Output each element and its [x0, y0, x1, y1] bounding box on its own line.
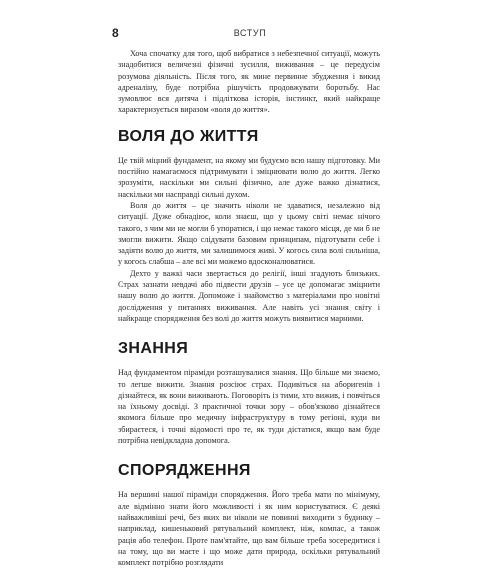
page-body	[118, 48, 380, 568]
section-heading-gear: СПОРЯДЖЕННЯ	[118, 462, 251, 480]
section-heading-will-to-live: ВОЛЯ ДО ЖИТТЯ	[118, 127, 259, 145]
page-header	[112, 26, 388, 40]
will-paragraph-3: Дехто у важкі часи звертається до релігії, інші згадують близьких. Страх зазнати невдачі або підвести друзів – усе це допомагає зміцнити нашу волю до життя. Допоможе і знайомство з матеріалами про новітні дослідження у питаннях виживання. Але навіть усі знання світу і найкраще спорядження без волі до життя можуть виявитися марними.	[118, 268, 380, 323]
gear-paragraph-1: На вершині нашої піраміди спорядження. Його треба мати по мінімуму, але відмінно знати його можливості і як ним користуватися. Є деякі найважливіші речі, без яких ви ніколи не повинні виходити з будинку – наприклад, кишеньковий рятувальний комплект, ніж, компас, а також рація або телефон. Проте пам'ятайте, що вам більше треба зосередитися і на тому, що ви маєте і що може дати природа, оскільки рятувальний комплект потрібно розглядати	[118, 490, 380, 568]
will-paragraph-2: Воля до життя – це значить ніколи не здаватися, незалежно від ситуації. Дуже обнадіює, коли знаєш, що у цьому світі немає нічого такого, з чим ми не могли б упоратися, і що немає такого місця, де ми б не змогли вижити. Якщо слідувати базовим принципам, підготувати себе і задіяти волю до життя, ми залишимося живі. У когось сила волі сильніша, у когось слабша – але всі ми можемо вдосконалюватися.	[118, 200, 380, 267]
page-number: 8	[112, 26, 119, 40]
section-heading-knowledge: ЗНАННЯ	[118, 340, 189, 358]
knowledge-paragraph-1: Над фундаментом піраміди розташувалися знання. Що більше ми знаємо, то легше вижити. Знання розсіює страх. Подивіться на аборигенів і дізнайтеся, як вони виживають. Поговоріть із тими, хто вижив, і повчіться на їхньому досвіді. З практичної точки зору – обов'язково дізнайтеся якомога більше про медичну інфраструктуру в тому регіоні, куди ви збираєтеся, і точні відомості про те, як туди дістатися, якщо вам буде потрібна невідкладна допомога.	[118, 368, 380, 446]
running-head: ВСТУП	[233, 28, 267, 38]
will-paragraph-1: Це твій міцний фундамент, на якому ми будуємо всю нашу підготовку. Ми постійно намагаємося підтримувати і зміцнювати волю до життя. Легко зрозуміти, наскільки ми сильні фізично, але дуже важко дізнатися, наскільки ми насправді сильні духом.	[118, 155, 380, 199]
intro-paragraph: Хоча спочатку для того, щоб вибратися з небезпечної ситуації, можуть знадобитися величезні фізичні зусилля, виживання – це передусім розумова діяльність. Після того, як мине первинне збудження і викид адреналіну, буде потрібна рішучість продовжувати боротьбу. Нас зумовлює вся дитяча і підліткова історія, інстинкт, який найкраще характеризується виразом «воля до життя».	[118, 49, 380, 115]
